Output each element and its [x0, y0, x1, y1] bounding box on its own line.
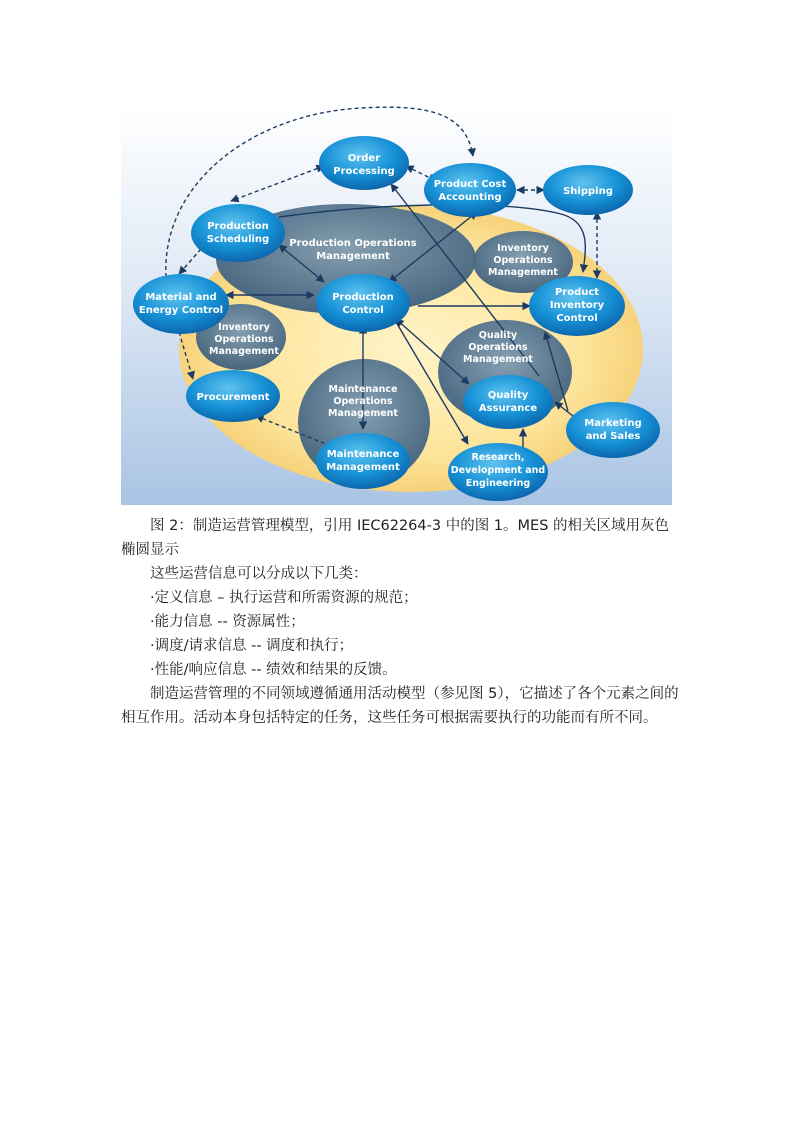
bullet-definition: ·定义信息 – 执行运营和所需资源的规范； [150, 590, 418, 606]
area-maintenance-operations-management [328, 384, 398, 419]
svg-text:Management: Management [326, 462, 400, 473]
svg-text:Assurance: Assurance [478, 403, 538, 414]
svg-text:Quality: Quality [478, 330, 518, 341]
svg-text:Operations: Operations [468, 342, 528, 353]
svg-text:Shipping: Shipping [563, 186, 613, 197]
svg-text:Development and: Development and [450, 465, 546, 476]
svg-text:Procurement: Procurement [196, 392, 270, 403]
svg-text:Product Cost: Product Cost [433, 179, 507, 190]
svg-text:Maintenance: Maintenance [326, 449, 400, 460]
svg-text:Quality: Quality [487, 390, 529, 401]
svg-text:Production Operations: Production Operations [289, 238, 417, 249]
svg-text:Accounting: Accounting [438, 192, 502, 203]
svg-text:Material and: Material and [145, 292, 217, 303]
figure-caption: 图 2：制造运营管理模型，引用 IEC62264-3 中的图 1。MES 的相关区域用灰色椭圆显示 [121, 518, 670, 558]
svg-text:Inventory: Inventory [218, 322, 270, 333]
area-inventory-operations-management-right [488, 243, 558, 278]
svg-text:Control: Control [556, 313, 598, 324]
mom-model-figure [121, 104, 672, 505]
svg-text:Control: Control [342, 305, 384, 316]
svg-text:and Sales: and Sales [585, 431, 641, 442]
svg-text:Order: Order [347, 153, 381, 164]
svg-text:Operations: Operations [214, 334, 274, 345]
closing-paragraph: 制造运营管理的不同领域遵循通用活动模型（参见图 5），它描述了各个元素之间的相互作用。活动本身包括特定的任务，这些任务可根据需要执行的功能而有所不同。 [121, 686, 679, 726]
svg-text:Marketing: Marketing [584, 418, 642, 429]
bullet-performance: ·性能/响应信息 -- 绩效和结果的反馈。 [150, 662, 397, 678]
node-procurement [186, 370, 280, 422]
node-quality-assurance [463, 375, 553, 429]
svg-text:Operations: Operations [493, 255, 553, 266]
body-text [121, 514, 681, 730]
node-shipping [543, 165, 633, 215]
svg-text:Management: Management [463, 354, 533, 365]
svg-text:Processing: Processing [333, 166, 395, 177]
svg-text:Inventory: Inventory [497, 243, 549, 254]
area-inventory-operations-management-left [209, 322, 279, 357]
svg-text:Scheduling: Scheduling [206, 234, 270, 245]
svg-text:Production: Production [207, 221, 269, 232]
svg-text:Production: Production [332, 292, 394, 303]
intro-paragraph: 这些运营信息可以分成以下几类： [150, 566, 368, 582]
node-production-control [316, 274, 410, 332]
svg-text:Engineering: Engineering [465, 478, 531, 489]
node-product-cost-accounting [424, 163, 516, 217]
bullet-schedule: ·调度/请求信息 -- 调度和执行； [150, 638, 354, 654]
svg-text:Management: Management [328, 408, 398, 419]
svg-text:Product: Product [554, 287, 600, 298]
svg-text:Maintenance: Maintenance [328, 384, 398, 395]
node-maintenance-management [316, 433, 410, 489]
bullet-capability: ·能力信息 -- 资源属性； [150, 614, 305, 630]
node-marketing-sales [566, 402, 660, 458]
svg-text:Energy Control: Energy Control [138, 305, 224, 316]
node-production-scheduling [191, 204, 285, 262]
svg-text:Research,: Research, [471, 452, 525, 463]
svg-text:Inventory: Inventory [549, 300, 605, 311]
svg-text:Management: Management [316, 251, 390, 262]
svg-text:Operations: Operations [333, 396, 393, 407]
node-research-development-engineering [448, 443, 548, 501]
svg-text:Management: Management [209, 346, 279, 357]
node-material-energy-control [133, 274, 229, 334]
node-product-inventory-control [529, 276, 625, 336]
svg-text:Management: Management [488, 267, 558, 278]
node-order-processing [319, 136, 409, 190]
